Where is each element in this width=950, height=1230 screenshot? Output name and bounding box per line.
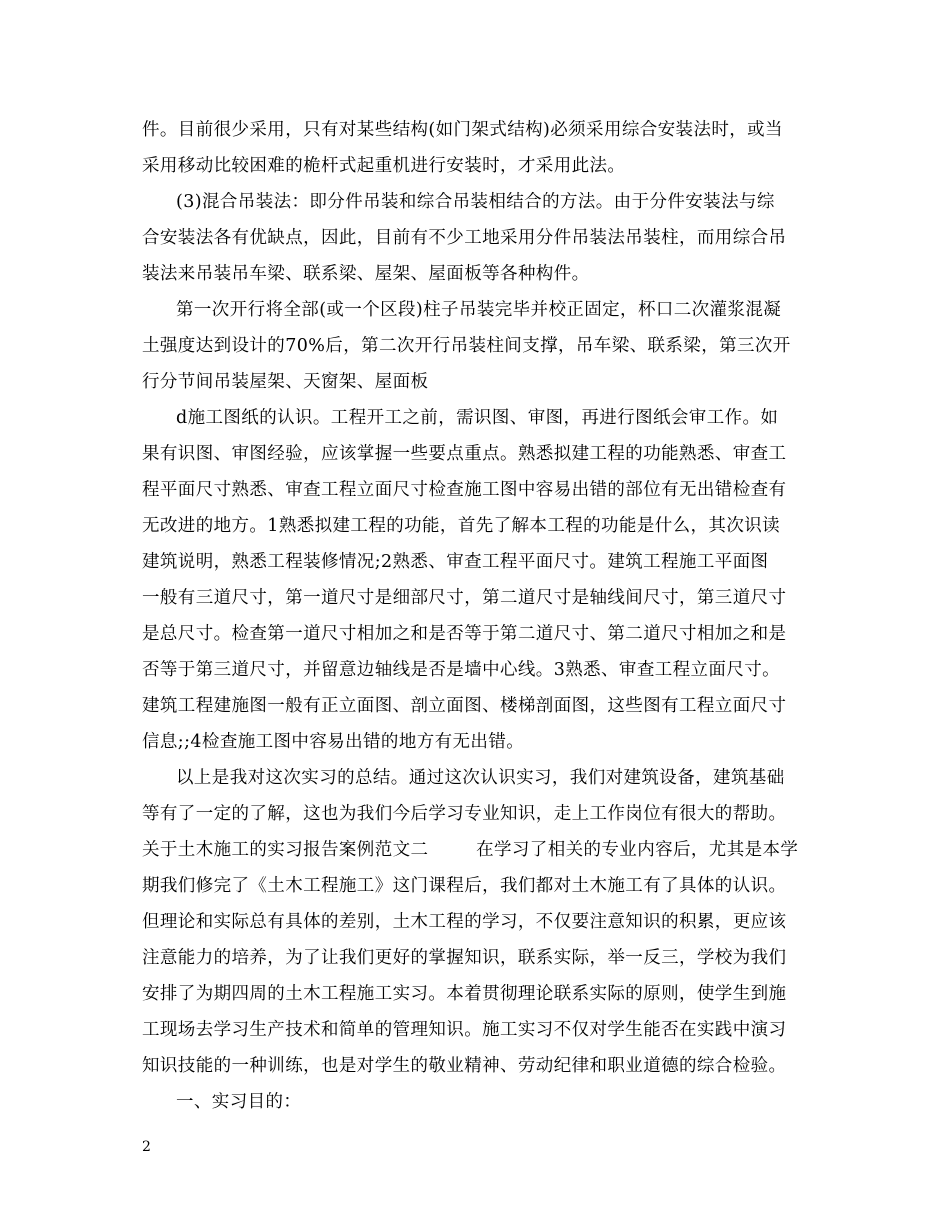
text-line: 建筑工程建施图一般有正立面图、剖立面图、楼梯剖面图，这些图有工程立面尺寸 (142, 696, 787, 716)
section-heading: 一、实习目的： (176, 1092, 302, 1112)
text-line: 期我们修完了《土木工程施工》这门课程后，我们都对土木施工有了具体的认识。 (142, 876, 787, 896)
text-line: 安排了为期四周的土木工程施工实习。本着贯彻理论联系实际的原则，使学生到施 (142, 984, 787, 1004)
text-line: 知识技能的一种训练，也是对学生的敬业精神、劳动纪律和职业道德的综合检验。 (142, 1056, 787, 1076)
text-line: 否等于第三道尺寸，并留意边轴线是否是墙中心线。3熟悉、审查工程立面尺寸。 (142, 660, 781, 680)
text-line: 合安装法各有优缺点，因此，目前有不少工地采用分件吊装法吊装柱，而用综合吊 (142, 228, 787, 248)
text-line: 装法来吊装吊车梁、联系梁、屋架、屋面板等各种构件。 (142, 264, 590, 284)
text-line: 一般有三道尺寸，第一道尺寸是细部尺寸，第二道尺寸是轴线间尺寸，第三道尺寸 (142, 588, 787, 608)
page-number: 2 (142, 1139, 151, 1155)
text-line: 建筑说明，熟悉工程装修情况;2熟悉、审查工程平面尺寸。建筑工程施工平面图 (142, 552, 769, 572)
text-line: 采用移动比较困难的桅杆式起重机进行安装时，才采用此法。 (142, 156, 626, 176)
text-line: 程平面尺寸熟悉、审查工程立面尺寸检查施工图中容易出错的部位有无出错检查有 (142, 480, 787, 500)
paragraph-start-line: d施工图纸的认识。工程开工之前，需识图、审图，再进行图纸会审工作。如 (176, 408, 779, 428)
text-line: 关于土木施工的实习报告案例范文二 在学习了相关的专业内容后，尤其是本学 (142, 840, 799, 860)
text-line: 注意能力的培养，为了让我们更好的掌握知识，联系实际，举一反三，学校为我们 (142, 948, 787, 968)
text-line: 行分节间吊装屋架、天窗架、屋面板 (142, 372, 429, 392)
text-line: 件。目前很少采用，只有对某些结构(如门架式结构)必须采用综合安装法时，或当 (142, 120, 783, 140)
text-line: 无改进的地方。1熟悉拟建工程的功能，首先了解本工程的功能是什么，其次识读 (142, 516, 781, 536)
text-line: 等有了一定的了解，这也为我们今后学习专业知识，走上工作岗位有很大的帮助。 (142, 804, 787, 824)
text-line: 信息;;4检查施工图中容易出错的地方有无出错。 (142, 732, 525, 752)
paragraph-start-line: 以上是我对这次实习的总结。通过这次认识实习，我们对建筑设备，建筑基础 (176, 768, 785, 788)
text-line: 土强度达到设计的70%后，第二次开行吊装柱间支撑，吊车梁、联系梁，第三次开 (142, 336, 791, 356)
text-line: 果有识图、审图经验，应该掌握一些要点重点。熟悉拟建工程的功能熟悉、审查工 (142, 444, 787, 464)
paragraph-start-line: 第一次开行将全部(或一个区段)柱子吊装完毕并校正固定，杯口二次灌浆混凝 (176, 300, 782, 320)
text-line: 但理论和实际总有具体的差别，土木工程的学习，不仅要注意知识的积累，更应该 (142, 912, 787, 932)
text-line: 工现场去学习生产技术和简单的管理知识。施工实习不仅对学生能否在实践中演习 (142, 1020, 787, 1040)
text-line: 是总尺寸。检查第一道尺寸相加之和是否等于第二道尺寸、第二道尺寸相加之和是 (142, 624, 787, 644)
paragraph-start-line: (3)混合吊装法：即分件吊装和综合吊装相结合的方法。由于分件安装法与综 (176, 192, 775, 212)
